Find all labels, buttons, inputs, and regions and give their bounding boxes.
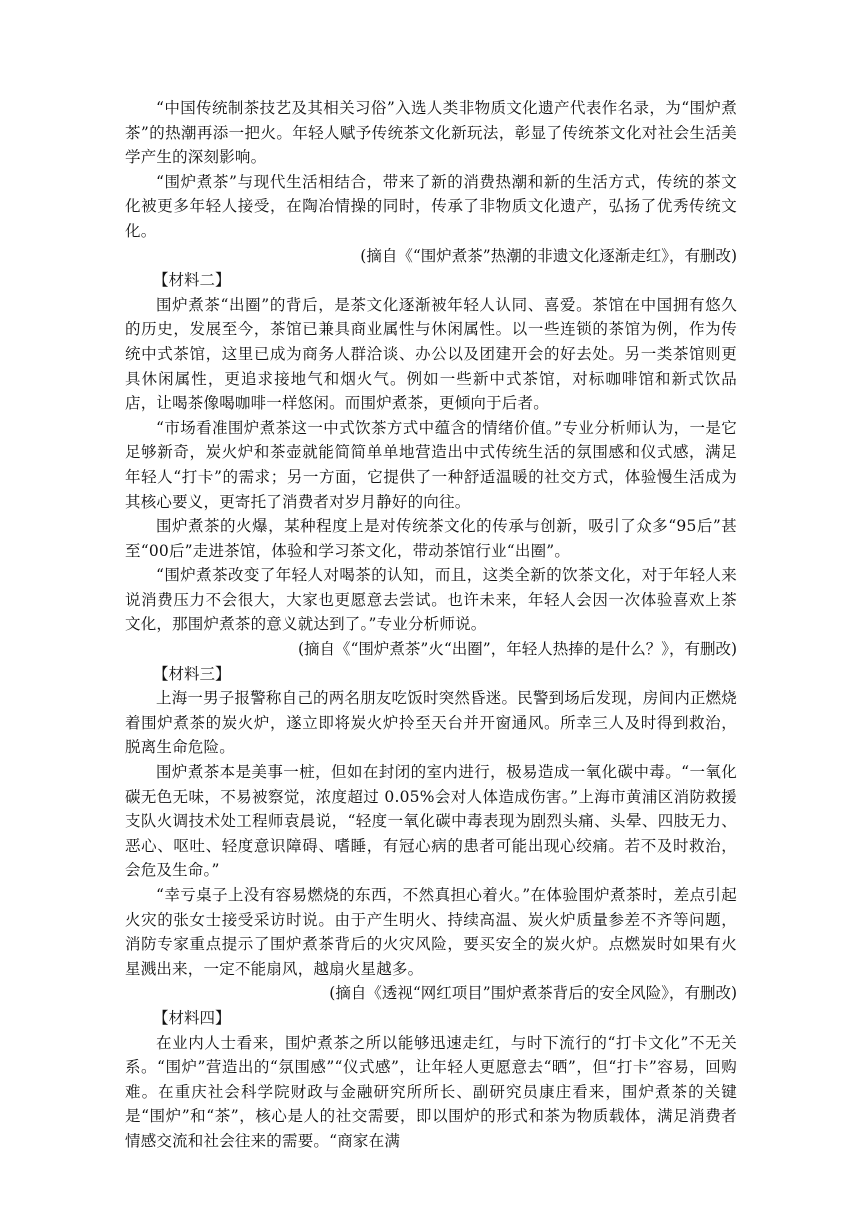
material3-paragraph-3: “幸亏桌子上没有容易燃烧的东西，不然真担心着火。”在体验围炉煮茶时，差点引起火灾的张女士接受采访时说。由于产生明火、持续高温、炭火炉质量参差不齐等问题，消防专家重点提示了围炉煮茶背后的火灾风险，要买安全的炭火炉。点燃炭时如果有火星溅出来，一定不能扇风，越扇火星越多。 (125, 886, 737, 978)
material4-heading: 【材料四】 (153, 1008, 231, 1027)
material1-source: (摘自《“围炉煮茶”热潮的非遗文化逐渐走红》，有删改) (360, 246, 737, 265)
material2-heading: 【材料二】 (153, 271, 231, 290)
material3-source: (摘自《透视“网红项目”围炉煮茶背后的安全风险》，有删改) (329, 984, 737, 1003)
material1-paragraph-1: “中国传统制茶技艺及其相关习俗”入选人类非物质文化遗产代表作名录，为“围炉煮茶”的热潮再添一把火。年轻人赋予传统茶文化新玩法，彰显了传统茶文化对社会生活美学产生的深刻影响。 (125, 99, 737, 167)
material2-paragraph-1: 围炉煮茶“出圈”的背后，是茶文化逐渐被年轻人认同、喜爱。茶馆在中国拥有悠久的历史，发展至今，茶馆已兼具商业属性与休闲属性。以一些连锁的茶馆为例，作为传统中式茶馆，这里已成为商务人群洽谈、办公以及团建开会的好去处。另一类茶馆则更具休闲属性，更追求接地气和烟火气。例如一些新中式茶馆，对标咖啡馆和新式饮品店，让喝茶像喝咖啡一样悠闲。而围炉煮茶，更倾向于后者。 (125, 295, 737, 413)
material2-paragraph-2: “市场看准围炉煮茶这一中式饮茶方式中蕴含的情绪价值。”专业分析师认为，一是它足够新奇，炭火炉和茶壶就能简简单单地营造出中式传统生活的氛围感和仪式感，满足年轻人“打卡”的需求；另一方面，它提供了一种舒适温暖的社交方式，体验慢生活成为其核心要义，更寄托了消费者对岁月静好的向往。 (125, 418, 737, 511)
material1-paragraph-2: “围炉煮茶”与现代生活相结合，带来了新的消费热潮和新的生活方式，传统的茶文化被更多年轻人接受，在陶冶情操的同时，传承了非物质文化遗产，弘扬了优秀传统文化。 (125, 172, 737, 240)
material3-paragraph-1: 上海一男子报警称自己的两名朋友吃饭时突然昏迷。民警到场后发现，房间内正燃烧着围炉煮茶的炭火炉，遂立即将炭火炉拎至天台并开窗通风。所幸三人及时得到救治，脱离生命危险。 (125, 689, 737, 757)
material3-paragraph-2: 围炉煮茶本是美事一桩，但如在封闭的室内进行，极易造成一氧化碳中毒。“一氧化碳无色无味，不易被察觉，浓度超过 0.05%会对人体造成伤害。”上海市黄浦区消防救援支队火调技术处工程师袁晨说，“轻度一氧化碳中毒表现为剧烈头痛、头晕、四肢无力、恶心、呕吐、轻度意识障碍、嗜睡，有冠心病的患者可能出现心绞痛。若不及时救治，会危及生命。” (125, 763, 737, 880)
material2-paragraph-4: “围炉煮茶改变了年轻人对喝茶的认知，而且，这类全新的饮茶文化，对于年轻人来说消费压力不会很大，大家也更愿意去尝试。也许未来，年轻人会因一次体验喜欢上茶文化，那围炉煮茶的意义就达到了。”专业分析师说。 (125, 566, 737, 634)
material2-source: (摘自《“围炉煮茶”火“出圈”，年轻人热捧的是什么？》，有删改) (297, 640, 737, 659)
material4-paragraph-1: 在业内人士看来，围炉煮茶之所以能够迅速走红，与时下流行的“打卡文化”不无关系。“围炉”营造出的“氛围感”“仪式感”，让年轻人更愿意去“晒”，但“打卡”容易，回购难。在重庆社会科学院财政与金融研究所所长、副研究员康庄看来，围炉煮茶的关键是“围炉”和“茶”，核心是人的社交需要，即以围炉的形式和茶为物质载体，满足消费者情感交流和社会往来的需要。“商家在满 (125, 1033, 737, 1150)
material2-paragraph-3: 围炉煮茶的火爆，某种程度上是对传统茶文化的传承与创新，吸引了众多“95后”甚至“00后”走进茶馆，体验和学习茶文化，带动茶馆行业“出圈”。 (125, 517, 737, 560)
document-page (125, 96, 737, 1154)
material3-heading: 【材料三】 (153, 664, 231, 683)
